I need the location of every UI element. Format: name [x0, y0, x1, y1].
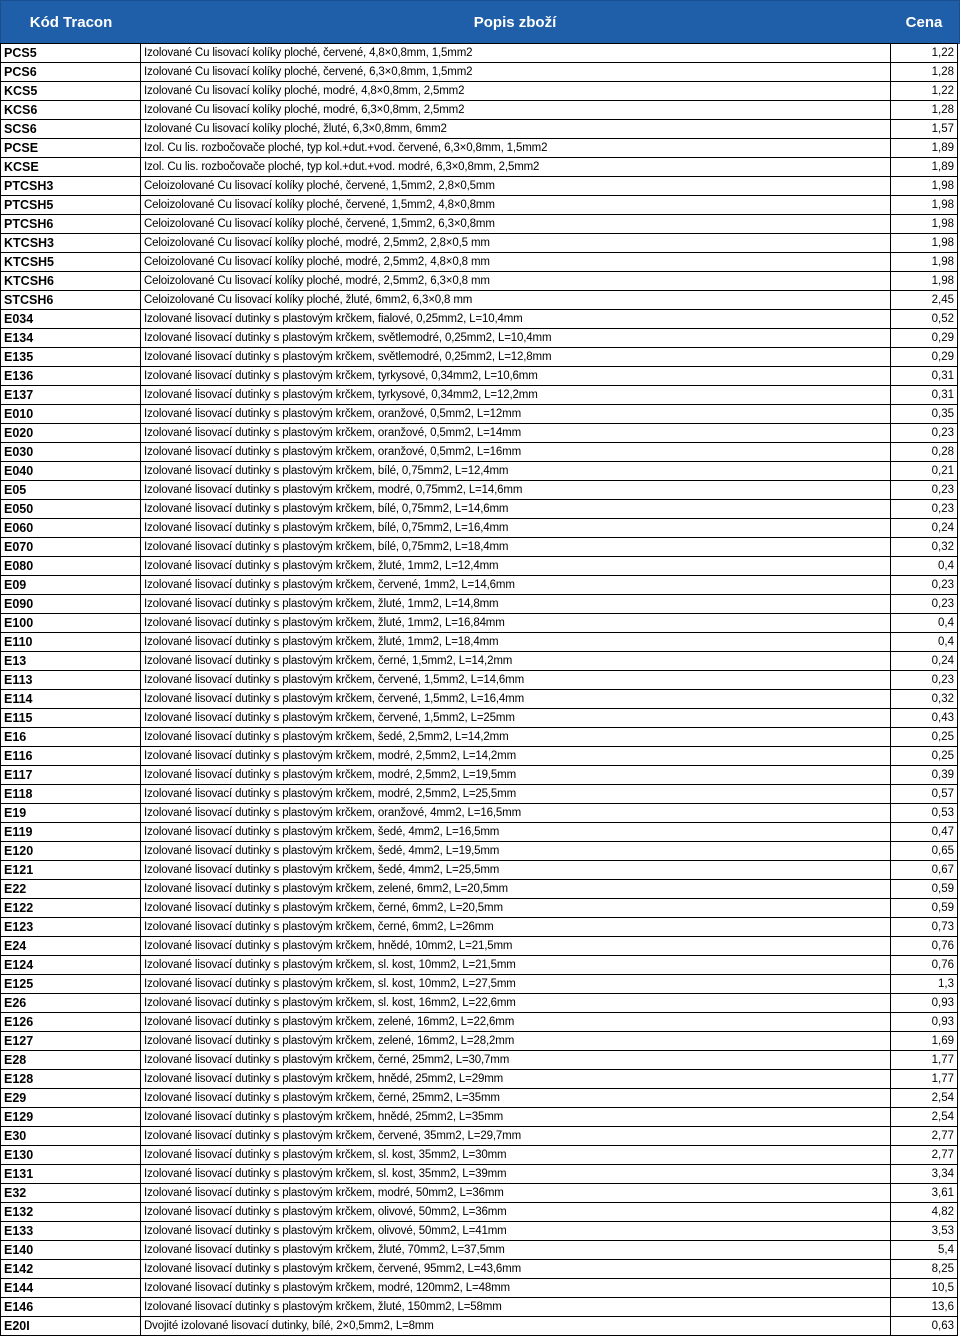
- header-description: Popis zboží: [473, 13, 557, 31]
- product-price: 0,25: [891, 728, 958, 747]
- product-code: E146: [1, 1298, 141, 1317]
- product-description: Izolované lisovací dutinky s plastovým krčkem, oranžové, 4mm2, L=16,5mm: [141, 804, 891, 823]
- product-price: 0,67: [891, 861, 958, 880]
- product-description: Dvojité izolované lisovací dutinky, bílé, 2×0,5mm2, L=8mm: [141, 1317, 891, 1336]
- product-code: E16: [1, 728, 141, 747]
- table-row: [1, 481, 958, 500]
- product-price: 0,35: [891, 405, 958, 424]
- product-description: Izolované lisovací dutinky s plastovým krčkem, černé, 25mm2, L=35mm: [141, 1089, 891, 1108]
- product-description: Izolované lisovací dutinky s plastovým krčkem, černé, 1,5mm2, L=14,2mm: [141, 652, 891, 671]
- product-description: Izolované lisovací dutinky s plastovým krčkem, hnědé, 25mm2, L=29mm: [141, 1070, 891, 1089]
- product-code: E144: [1, 1279, 141, 1298]
- table-row: [1, 785, 958, 804]
- table-row: [1, 272, 958, 291]
- product-price: 1,89: [891, 139, 958, 158]
- product-description: Izolované Cu lisovací kolíky ploché, žluté, 6,3×0,8mm, 6mm2: [141, 120, 891, 139]
- product-description: Izolované lisovací dutinky s plastovým krčkem, červené, 1mm2, L=14,6mm: [141, 576, 891, 595]
- product-code: PCSE: [1, 139, 141, 158]
- product-description: Izolované lisovací dutinky s plastovým krčkem, sl. kost, 10mm2, L=27,5mm: [141, 975, 891, 994]
- table-row: [1, 310, 958, 329]
- product-code: E133: [1, 1222, 141, 1241]
- table-row: [1, 899, 958, 918]
- table-row: [1, 652, 958, 671]
- product-code: SCS6: [1, 120, 141, 139]
- table-row: [1, 234, 958, 253]
- product-description: Izolované lisovací dutinky s plastovým krčkem, šedé, 4mm2, L=16,5mm: [141, 823, 891, 842]
- product-price: 0,32: [891, 690, 958, 709]
- product-description: Izolované lisovací dutinky s plastovým krčkem, červené, 1,5mm2, L=14,6mm: [141, 671, 891, 690]
- product-code: E100: [1, 614, 141, 633]
- product-code: E09: [1, 576, 141, 595]
- table-row: [1, 1127, 958, 1146]
- product-description: Izolované lisovací dutinky s plastovým krčkem, žluté, 1mm2, L=18,4mm: [141, 633, 891, 652]
- product-code: E118: [1, 785, 141, 804]
- product-price: 0,59: [891, 899, 958, 918]
- product-price: 0,23: [891, 481, 958, 500]
- product-description: Izolované Cu lisovací kolíky ploché, modré, 4,8×0,8mm, 2,5mm2: [141, 82, 891, 101]
- product-price: 1,28: [891, 63, 958, 82]
- product-code: E132: [1, 1203, 141, 1222]
- product-price: 1,22: [891, 44, 958, 63]
- product-description: Izolované lisovací dutinky s plastovým krčkem, olivové, 50mm2, L=41mm: [141, 1222, 891, 1241]
- product-price: 0,31: [891, 386, 958, 405]
- product-description: Izolované lisovací dutinky s plastovým krčkem, sl. kost, 16mm2, L=22,6mm: [141, 994, 891, 1013]
- product-description: Celoizolované Cu lisovací kolíky ploché, modré, 2,5mm2, 2,8×0,5 mm: [141, 234, 891, 253]
- product-description: Izolované lisovací dutinky s plastovým krčkem, červené, 1,5mm2, L=25mm: [141, 709, 891, 728]
- table-row: [1, 1241, 958, 1260]
- product-code: E30: [1, 1127, 141, 1146]
- product-price: 2,54: [891, 1089, 958, 1108]
- product-description: Izolované Cu lisovací kolíky ploché, červené, 6,3×0,8mm, 1,5mm2: [141, 63, 891, 82]
- product-description: Izolované Cu lisovací kolíky ploché, modré, 6,3×0,8mm, 2,5mm2: [141, 101, 891, 120]
- product-code: E24: [1, 937, 141, 956]
- product-code: E28: [1, 1051, 141, 1070]
- product-description: Izolované lisovací dutinky s plastovým krčkem, oranžové, 0,5mm2, L=12mm: [141, 405, 891, 424]
- product-code: PCS5: [1, 44, 141, 63]
- table-row: [1, 1089, 958, 1108]
- product-price: 0,65: [891, 842, 958, 861]
- product-code: E32: [1, 1184, 141, 1203]
- product-description: Izolované lisovací dutinky s plastovým krčkem, červené, 1,5mm2, L=16,4mm: [141, 690, 891, 709]
- table-row: [1, 1184, 958, 1203]
- product-price: 2,45: [891, 291, 958, 310]
- product-price: 0,47: [891, 823, 958, 842]
- product-price: 0,29: [891, 348, 958, 367]
- table-row: [1, 215, 958, 234]
- table-row: [1, 462, 958, 481]
- product-description: Izolované lisovací dutinky s plastovým krčkem, modré, 50mm2, L=36mm: [141, 1184, 891, 1203]
- product-code: PTCSH6: [1, 215, 141, 234]
- product-description: Celoizolované Cu lisovací kolíky ploché, červené, 1,5mm2, 2,8×0,5mm: [141, 177, 891, 196]
- table-row: [1, 842, 958, 861]
- table-row: [1, 139, 958, 158]
- product-code: E123: [1, 918, 141, 937]
- product-description: Izolované lisovací dutinky s plastovým krčkem, šedé, 4mm2, L=19,5mm: [141, 842, 891, 861]
- product-price: 5,4: [891, 1241, 958, 1260]
- table-row: [1, 690, 958, 709]
- product-description: Izolované lisovací dutinky s plastovým krčkem, tyrkysové, 0,34mm2, L=12,2mm: [141, 386, 891, 405]
- product-description: Izolované lisovací dutinky s plastovým krčkem, žluté, 70mm2, L=37,5mm: [141, 1241, 891, 1260]
- product-price: 0,73: [891, 918, 958, 937]
- product-price: 1,77: [891, 1051, 958, 1070]
- product-description: Izolované lisovací dutinky s plastovým krčkem, modré, 2,5mm2, L=19,5mm: [141, 766, 891, 785]
- product-price: 3,53: [891, 1222, 958, 1241]
- table-row: [1, 671, 958, 690]
- product-price: 1,98: [891, 234, 958, 253]
- product-price: 1,98: [891, 215, 958, 234]
- table-row: [1, 880, 958, 899]
- table-row: [1, 975, 958, 994]
- product-description: Celoizolované Cu lisovací kolíky ploché, žluté, 6mm2, 6,3×0,8 mm: [141, 291, 891, 310]
- table-row: [1, 1317, 958, 1336]
- product-code: E20I: [1, 1317, 141, 1336]
- table-row: [1, 386, 958, 405]
- product-code: E040: [1, 462, 141, 481]
- product-code: PTCSH5: [1, 196, 141, 215]
- product-price: 0,93: [891, 994, 958, 1013]
- product-price: 0,32: [891, 538, 958, 557]
- product-code: E134: [1, 329, 141, 348]
- product-code: KTCSH3: [1, 234, 141, 253]
- product-code: E137: [1, 386, 141, 405]
- product-code: E010: [1, 405, 141, 424]
- table-row: [1, 766, 958, 785]
- table-row: [1, 861, 958, 880]
- product-price: 1,98: [891, 253, 958, 272]
- product-description: Izolované lisovací dutinky s plastovým krčkem, šedé, 4mm2, L=25,5mm: [141, 861, 891, 880]
- product-price: 1,98: [891, 196, 958, 215]
- product-description: Izolované Cu lisovací kolíky ploché, červené, 4,8×0,8mm, 1,5mm2: [141, 44, 891, 63]
- product-code: E060: [1, 519, 141, 538]
- product-code: E125: [1, 975, 141, 994]
- product-code: E115: [1, 709, 141, 728]
- table-row: [1, 956, 958, 975]
- table-row: [1, 253, 958, 272]
- product-price: 0,24: [891, 652, 958, 671]
- product-description: Izolované lisovací dutinky s plastovým krčkem, zelené, 6mm2, L=20,5mm: [141, 880, 891, 899]
- product-code: KCSE: [1, 158, 141, 177]
- product-code: E121: [1, 861, 141, 880]
- table-row: [1, 120, 958, 139]
- product-description: Izol. Cu lis. rozbočovače ploché, typ kol.+dut.+vod. červené, 6,3×0,8mm, 1,5mm2: [141, 139, 891, 158]
- product-description: Izolované lisovací dutinky s plastovým krčkem, modré, 0,75mm2, L=14,6mm: [141, 481, 891, 500]
- product-code: E030: [1, 443, 141, 462]
- product-code: PTCSH3: [1, 177, 141, 196]
- product-description: Izolované lisovací dutinky s plastovým krčkem, hnědé, 10mm2, L=21,5mm: [141, 937, 891, 956]
- product-description: Izolované lisovací dutinky s plastovým krčkem, tyrkysové, 0,34mm2, L=10,6mm: [141, 367, 891, 386]
- product-code: E120: [1, 842, 141, 861]
- table-row: [1, 633, 958, 652]
- product-description: Izolované lisovací dutinky s plastovým krčkem, zelené, 16mm2, L=22,6mm: [141, 1013, 891, 1032]
- table-row: [1, 424, 958, 443]
- product-code: E070: [1, 538, 141, 557]
- table-row: [1, 101, 958, 120]
- product-price: 1,69: [891, 1032, 958, 1051]
- table-row: [1, 804, 958, 823]
- table-row: [1, 994, 958, 1013]
- product-price: 0,21: [891, 462, 958, 481]
- table-row: [1, 747, 958, 766]
- product-description: Izolované lisovací dutinky s plastovým krčkem, hnědé, 25mm2, L=35mm: [141, 1108, 891, 1127]
- product-code: E127: [1, 1032, 141, 1051]
- product-price: 1,57: [891, 120, 958, 139]
- product-description: Izolované lisovací dutinky s plastovým krčkem, šedé, 2,5mm2, L=14,2mm: [141, 728, 891, 747]
- product-price: 10,5: [891, 1279, 958, 1298]
- product-description: Izolované lisovací dutinky s plastovým krčkem, černé, 6mm2, L=26mm: [141, 918, 891, 937]
- product-description: Celoizolované Cu lisovací kolíky ploché, modré, 2,5mm2, 6,3×0,8 mm: [141, 272, 891, 291]
- product-description: Izolované lisovací dutinky s plastovým krčkem, bílé, 0,75mm2, L=14,6mm: [141, 500, 891, 519]
- product-price: 0,76: [891, 937, 958, 956]
- header-code: Kód Tracon: [29, 13, 113, 31]
- product-price: 0,23: [891, 500, 958, 519]
- product-price: 8,25: [891, 1260, 958, 1279]
- table-row: [1, 728, 958, 747]
- product-description: Celoizolované Cu lisovací kolíky ploché, modré, 2,5mm2, 4,8×0,8 mm: [141, 253, 891, 272]
- product-description: Izolované lisovací dutinky s plastovým krčkem, bílé, 0,75mm2, L=18,4mm: [141, 538, 891, 557]
- product-price: 2,77: [891, 1146, 958, 1165]
- product-description: Izolované lisovací dutinky s plastovým krčkem, modré, 2,5mm2, L=25,5mm: [141, 785, 891, 804]
- table-row: [1, 329, 958, 348]
- table-row: [1, 1146, 958, 1165]
- table-row: [1, 443, 958, 462]
- product-code: E116: [1, 747, 141, 766]
- table-row: [1, 44, 958, 63]
- product-code: E090: [1, 595, 141, 614]
- product-code: E128: [1, 1070, 141, 1089]
- table-row: [1, 519, 958, 538]
- product-description: Izolované lisovací dutinky s plastovým krčkem, sl. kost, 10mm2, L=21,5mm: [141, 956, 891, 975]
- product-price: 0,57: [891, 785, 958, 804]
- product-code: KCS6: [1, 101, 141, 120]
- product-description: Izolované lisovací dutinky s plastovým krčkem, olivové, 50mm2, L=36mm: [141, 1203, 891, 1222]
- product-code: E130: [1, 1146, 141, 1165]
- product-price: 0,31: [891, 367, 958, 386]
- product-description: Celoizolované Cu lisovací kolíky ploché, červené, 1,5mm2, 6,3×0,8mm: [141, 215, 891, 234]
- product-price: 0,63: [891, 1317, 958, 1336]
- table-row: [1, 348, 958, 367]
- product-description: Izolované lisovací dutinky s plastovým krčkem, žluté, 1mm2, L=14,8mm: [141, 595, 891, 614]
- product-code: E113: [1, 671, 141, 690]
- product-description: Izolované lisovací dutinky s plastovým krčkem, oranžové, 0,5mm2, L=14mm: [141, 424, 891, 443]
- product-description: Izolované lisovací dutinky s plastovým krčkem, červené, 95mm2, L=43,6mm: [141, 1260, 891, 1279]
- table-row: [1, 291, 958, 310]
- table-row: [1, 1222, 958, 1241]
- product-description: Izolované lisovací dutinky s plastovým krčkem, světlemodré, 0,25mm2, L=10,4mm: [141, 329, 891, 348]
- table-row: [1, 196, 958, 215]
- table-row: [1, 595, 958, 614]
- product-price: 0,76: [891, 956, 958, 975]
- product-price: 0,25: [891, 747, 958, 766]
- product-code: E034: [1, 310, 141, 329]
- product-code: E19: [1, 804, 141, 823]
- table-row: [1, 1051, 958, 1070]
- product-description: Izolované lisovací dutinky s plastovým krčkem, červené, 35mm2, L=29,7mm: [141, 1127, 891, 1146]
- product-price: 2,54: [891, 1108, 958, 1127]
- product-description: Izolované lisovací dutinky s plastovým krčkem, černé, 6mm2, L=20,5mm: [141, 899, 891, 918]
- product-price: 1,3: [891, 975, 958, 994]
- table-row: [1, 158, 958, 177]
- table-row: [1, 709, 958, 728]
- table-row: [1, 500, 958, 519]
- product-price: 0,53: [891, 804, 958, 823]
- product-description: Izolované lisovací dutinky s plastovým krčkem, žluté, 150mm2, L=58mm: [141, 1298, 891, 1317]
- table-row: [1, 557, 958, 576]
- product-description: Izolované lisovací dutinky s plastovým krčkem, zelené, 16mm2, L=28,2mm: [141, 1032, 891, 1051]
- product-price: 0,24: [891, 519, 958, 538]
- product-price: 0,93: [891, 1013, 958, 1032]
- table-row: [1, 367, 958, 386]
- product-description: Izolované lisovací dutinky s plastovým krčkem, oranžové, 0,5mm2, L=16mm: [141, 443, 891, 462]
- product-price: 0,39: [891, 766, 958, 785]
- product-description: Izolované lisovací dutinky s plastovým krčkem, bílé, 0,75mm2, L=16,4mm: [141, 519, 891, 538]
- product-code: E131: [1, 1165, 141, 1184]
- product-price: 3,34: [891, 1165, 958, 1184]
- product-code: E110: [1, 633, 141, 652]
- table-row: [1, 63, 958, 82]
- product-price: 0,28: [891, 443, 958, 462]
- product-code: KTCSH6: [1, 272, 141, 291]
- product-description: Izolované lisovací dutinky s plastovým krčkem, černé, 25mm2, L=30,7mm: [141, 1051, 891, 1070]
- product-price: 1,22: [891, 82, 958, 101]
- product-code: E114: [1, 690, 141, 709]
- product-code: PCS6: [1, 63, 141, 82]
- product-price: 1,89: [891, 158, 958, 177]
- product-price: 1,28: [891, 101, 958, 120]
- product-code: E13: [1, 652, 141, 671]
- product-price: 3,61: [891, 1184, 958, 1203]
- table-row: [1, 576, 958, 595]
- product-code: E142: [1, 1260, 141, 1279]
- product-description: Izolované lisovací dutinky s plastovým krčkem, sl. kost, 35mm2, L=30mm: [141, 1146, 891, 1165]
- product-code: E080: [1, 557, 141, 576]
- product-description: Izolované lisovací dutinky s plastovým krčkem, modré, 2,5mm2, L=14,2mm: [141, 747, 891, 766]
- table-row: [1, 918, 958, 937]
- product-code: E22: [1, 880, 141, 899]
- product-description: Izolované lisovací dutinky s plastovým krčkem, sl. kost, 35mm2, L=39mm: [141, 1165, 891, 1184]
- table-row: [1, 177, 958, 196]
- product-code: E05: [1, 481, 141, 500]
- product-price: 0,23: [891, 424, 958, 443]
- product-price: 1,98: [891, 177, 958, 196]
- product-code: E050: [1, 500, 141, 519]
- product-code: E020: [1, 424, 141, 443]
- product-price: 0,4: [891, 614, 958, 633]
- table-row: [1, 1260, 958, 1279]
- product-price: 0,29: [891, 329, 958, 348]
- product-price: 1,77: [891, 1070, 958, 1089]
- product-description: Izolované lisovací dutinky s plastovým krčkem, modré, 120mm2, L=48mm: [141, 1279, 891, 1298]
- product-price: 1,98: [891, 272, 958, 291]
- product-price: 0,52: [891, 310, 958, 329]
- product-price: 0,23: [891, 576, 958, 595]
- product-description: Izol. Cu lis. rozbočovače ploché, typ kol.+dut.+vod. modré, 6,3×0,8mm, 2,5mm2: [141, 158, 891, 177]
- product-description: Celoizolované Cu lisovací kolíky ploché, červené, 1,5mm2, 4,8×0,8mm: [141, 196, 891, 215]
- product-code: E122: [1, 899, 141, 918]
- table-row: [1, 1165, 958, 1184]
- product-description: Izolované lisovací dutinky s plastovým krčkem, žluté, 1mm2, L=16,84mm: [141, 614, 891, 633]
- product-code: E129: [1, 1108, 141, 1127]
- product-code: E124: [1, 956, 141, 975]
- table-row: [1, 82, 958, 101]
- product-price: 0,59: [891, 880, 958, 899]
- product-price: 0,23: [891, 671, 958, 690]
- table-row: [1, 1070, 958, 1089]
- product-price: 0,23: [891, 595, 958, 614]
- product-code: E126: [1, 1013, 141, 1032]
- table-row: [1, 614, 958, 633]
- product-code: E26: [1, 994, 141, 1013]
- table-row: [1, 1298, 958, 1317]
- product-code: STCSH6: [1, 291, 141, 310]
- product-code: KCS5: [1, 82, 141, 101]
- table-row: [1, 1279, 958, 1298]
- table-row: [1, 1032, 958, 1051]
- product-code: E140: [1, 1241, 141, 1260]
- product-code: KTCSH5: [1, 253, 141, 272]
- table-row: [1, 823, 958, 842]
- product-code: E136: [1, 367, 141, 386]
- table-row: [1, 937, 958, 956]
- table-header: [0, 0, 960, 44]
- product-description: Izolované lisovací dutinky s plastovým krčkem, bílé, 0,75mm2, L=12,4mm: [141, 462, 891, 481]
- table-row: [1, 1203, 958, 1222]
- product-price: 2,77: [891, 1127, 958, 1146]
- product-price: 0,43: [891, 709, 958, 728]
- price-table: [0, 43, 958, 1336]
- product-description: Izolované lisovací dutinky s plastovým krčkem, fialové, 0,25mm2, L=10,4mm: [141, 310, 891, 329]
- table-row: [1, 1013, 958, 1032]
- table-row: [1, 538, 958, 557]
- product-description: Izolované lisovací dutinky s plastovým krčkem, světlemodré, 0,25mm2, L=12,8mm: [141, 348, 891, 367]
- product-price: 0,4: [891, 557, 958, 576]
- product-code: E117: [1, 766, 141, 785]
- product-code: E119: [1, 823, 141, 842]
- header-price: Cena: [905, 13, 943, 31]
- table-row: [1, 405, 958, 424]
- product-description: Izolované lisovací dutinky s plastovým krčkem, žluté, 1mm2, L=12,4mm: [141, 557, 891, 576]
- product-code: E29: [1, 1089, 141, 1108]
- table-body: [1, 44, 958, 1336]
- product-price: 4,82: [891, 1203, 958, 1222]
- product-price: 13,6: [891, 1298, 958, 1317]
- product-code: E135: [1, 348, 141, 367]
- table-row: [1, 1108, 958, 1127]
- product-price: 0,4: [891, 633, 958, 652]
